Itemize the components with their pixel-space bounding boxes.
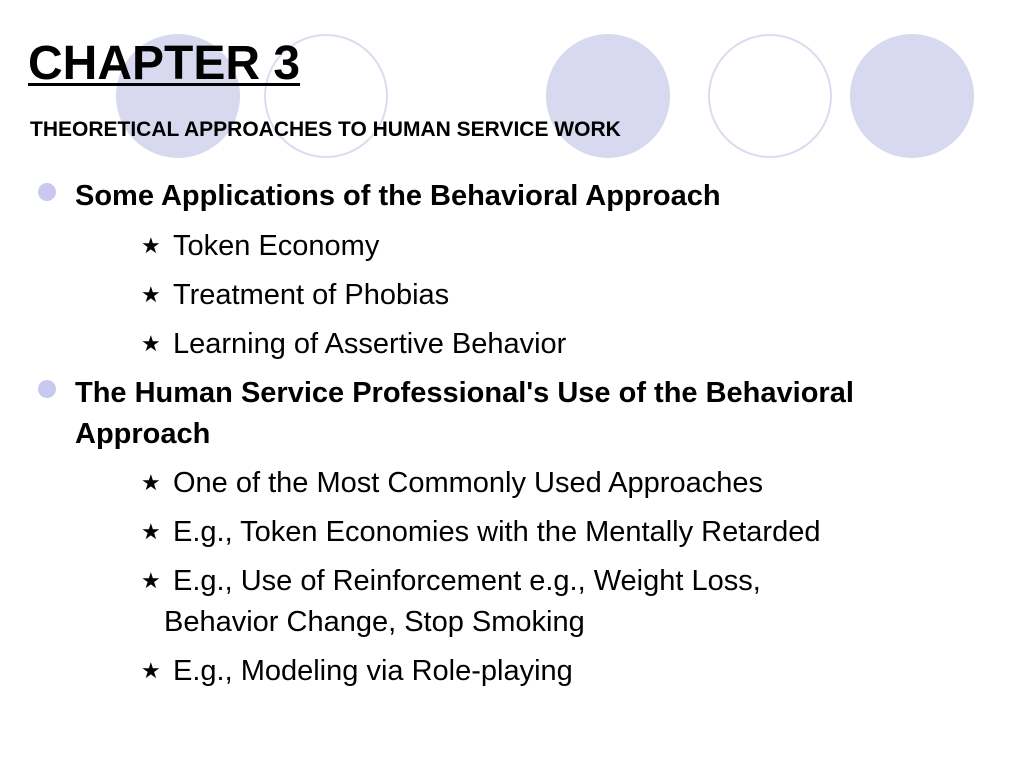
slide-title: CHAPTER 3 xyxy=(28,37,301,90)
decorative-circle-filled xyxy=(850,34,974,158)
bullet-item xyxy=(38,373,995,455)
sub-bullet-item xyxy=(141,275,1003,316)
disc-icon xyxy=(38,380,56,398)
sub-bullet-item xyxy=(141,561,1003,602)
sub-bullet-item xyxy=(141,324,1003,365)
bullet-item xyxy=(38,176,995,217)
star-icon: ★ xyxy=(141,471,161,496)
slide-subtitle: THEORETICAL APPROACHES TO HUMAN SERVICE WORK xyxy=(30,118,621,141)
star-icon: ★ xyxy=(141,659,161,684)
sub-bullet-label: One of the Most Commonly Used Approaches xyxy=(173,467,763,499)
sub-bullet-item xyxy=(141,651,1003,692)
sub-bullet-label: E.g., Use of Reinforcement e.g., Weight Loss, xyxy=(173,565,761,597)
sub-bullet-item xyxy=(141,226,1003,267)
sub-bullet-label: E.g., Modeling via Role-playing xyxy=(173,655,573,687)
sub-bullet-label: E.g., Token Economies with the Mentally Retarded xyxy=(173,516,821,548)
star-icon: ★ xyxy=(141,332,161,357)
sub-bullet-label: Token Economy xyxy=(173,230,380,262)
bullet-label: Some Applications of the Behavioral Approach xyxy=(75,180,721,212)
star-icon: ★ xyxy=(141,569,161,594)
decorative-circle-outline xyxy=(708,34,832,158)
sub-bullet-item xyxy=(141,463,1003,504)
star-icon: ★ xyxy=(141,520,161,545)
sub-bullet-label: Learning of Assertive Behavior xyxy=(173,328,567,360)
sub-bullet-label: Treatment of Phobias xyxy=(173,279,450,311)
sub-bullet-item xyxy=(141,512,1003,553)
disc-icon xyxy=(38,183,56,201)
sub-bullet-continuation: Behavior Change, Stop Smoking xyxy=(164,606,585,638)
star-icon: ★ xyxy=(141,234,161,259)
bullet-label: The Human Service Professional's Use of the Behavioral Approach xyxy=(75,377,854,450)
star-icon: ★ xyxy=(141,283,161,308)
